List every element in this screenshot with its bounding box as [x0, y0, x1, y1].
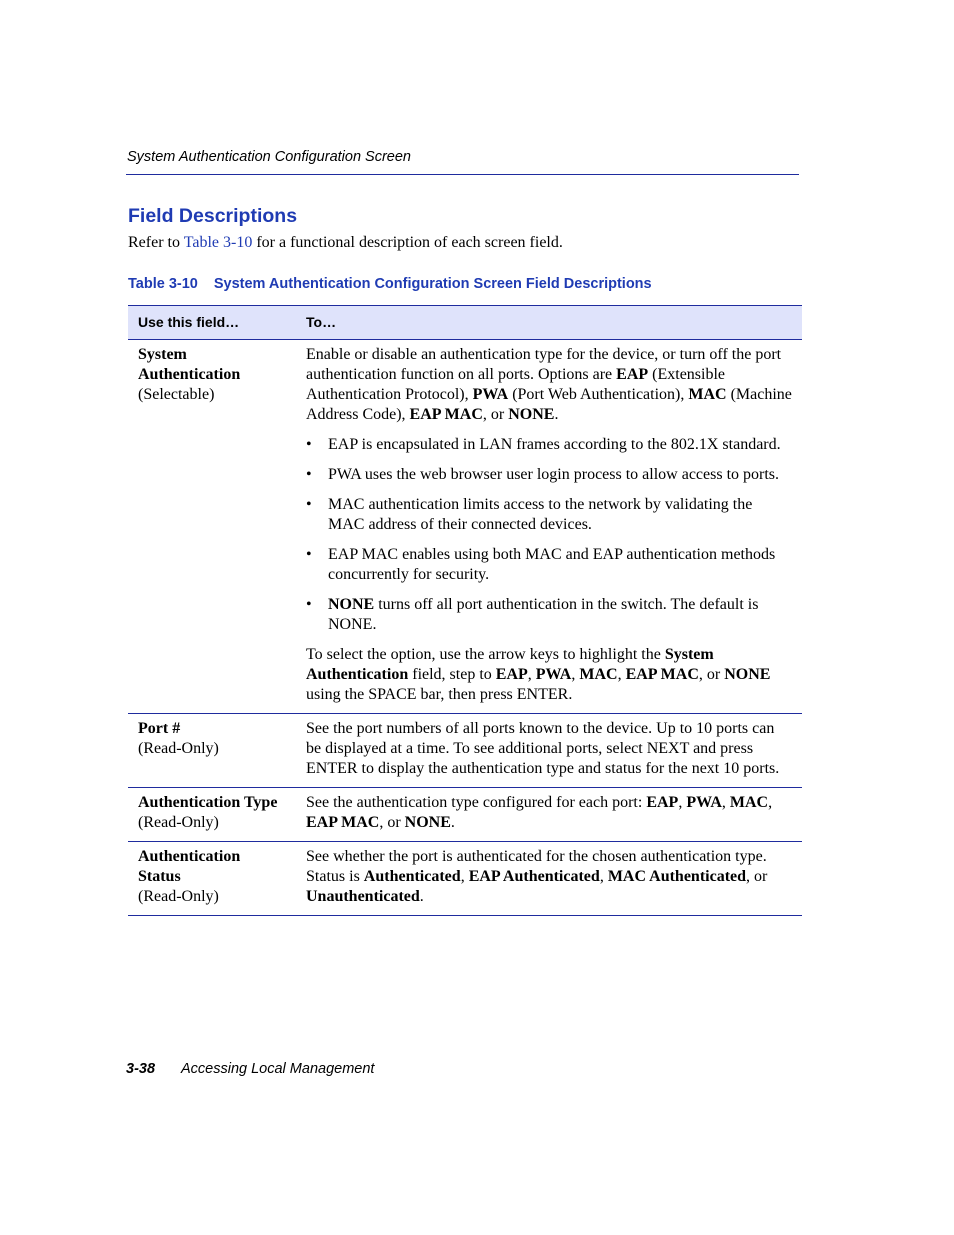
field-name-cell — [128, 842, 296, 916]
bold-term: Authenticated — [363, 868, 461, 885]
description-text — [306, 847, 792, 907]
bold-term: MAC — [729, 794, 769, 811]
footer-chapter-title: Accessing Local Management — [181, 1061, 375, 1077]
field-access: (Read-Only) — [138, 888, 219, 905]
bold-term: PWA — [472, 386, 509, 403]
bullet-text — [328, 596, 758, 633]
field-access: (Selectable) — [138, 386, 215, 403]
bold-term: Unauthenticated — [306, 888, 420, 905]
text-run: MAC authentication limits access to the network by validating the MAC address of their connected devices. — [328, 496, 753, 533]
description-cell — [296, 340, 802, 714]
field-name-cell — [128, 714, 296, 788]
text-run: , or — [698, 666, 725, 683]
text-run: EAP is encapsulated in LAN frames according to the 802.1X standard. — [328, 436, 781, 453]
text-run: See the port numbers of all ports known to the device. Up to 10 ports can be displayed at a time. To see additional ports, select NEXT and press ENTER to display the authentication type and status for the next 10 ports. — [306, 720, 780, 777]
bold-term: MAC Authenticated — [607, 868, 747, 885]
text-run: , or — [379, 814, 405, 831]
page-number: 3-38 — [126, 1061, 156, 1077]
text-run: (Extensible Authentication Protocol), — [306, 366, 726, 403]
bold-term: MAC — [579, 666, 618, 683]
bullet-text — [328, 466, 779, 483]
bullet-text — [328, 496, 752, 533]
field-name-cell — [128, 340, 296, 714]
bullet-item — [306, 435, 792, 455]
text-run: using the SPACE bar, then press ENTER. — [306, 686, 573, 703]
bullet-icon: • — [306, 496, 312, 513]
field-name-line: Authentication Type — [138, 794, 278, 811]
field-access: (Read-Only) — [138, 814, 219, 831]
table-caption-title: System Authentication Configuration Screen Field Descriptions — [213, 276, 652, 292]
bold-term: PWA — [686, 794, 722, 811]
bold-term: MAC — [688, 386, 727, 403]
description-cell — [296, 714, 802, 788]
text-run: PWA uses the web browser user login process to allow access to ports. — [328, 466, 780, 483]
bold-term: EAP — [646, 794, 679, 811]
instruction-text — [306, 645, 792, 705]
bold-term: NONE — [508, 406, 555, 423]
text-run: , — [617, 666, 626, 683]
description-text — [306, 719, 792, 779]
text-run: See the authentication type configured for each port: — [306, 794, 647, 811]
bold-term: EAP MAC — [306, 814, 380, 831]
bullet-icon: • — [306, 596, 312, 613]
text-run: . — [554, 406, 559, 423]
text-run: , — [460, 868, 469, 885]
text-run: , or — [482, 406, 509, 423]
bold-term: PWA — [535, 666, 572, 683]
field-name-line: Authentication — [138, 848, 241, 865]
field-name-line: Status — [138, 868, 181, 885]
bold-term: EAP MAC — [625, 666, 699, 683]
bullet-item — [306, 465, 792, 485]
text-run: , — [768, 794, 773, 811]
intro-paragraph — [128, 234, 563, 252]
text-run: , or — [746, 868, 768, 885]
text-run: , — [571, 666, 580, 683]
bold-term: NONE — [328, 596, 375, 613]
bold-term: EAP Authenticated — [468, 868, 600, 885]
running-header: System Authentication Configuration Screen — [127, 149, 411, 165]
option-bullet-list — [306, 435, 792, 635]
bold-term: NONE — [404, 814, 451, 831]
column-header-field: Use this field… — [128, 306, 296, 340]
table-row — [128, 340, 802, 714]
intro-text-after: for a functional description of each screen field. — [252, 234, 563, 251]
description-cell — [296, 788, 802, 842]
text-run: . — [450, 814, 455, 831]
text-run: turns off all port authentication in the switch. The default is NONE. — [328, 596, 759, 633]
bold-term: System Authentication — [306, 646, 714, 683]
header-rule — [126, 174, 799, 175]
bold-term: NONE — [724, 666, 771, 683]
bold-term: EAP — [495, 666, 528, 683]
text-run: , — [721, 794, 730, 811]
bullet-item — [306, 595, 792, 635]
text-run: , — [527, 666, 536, 683]
table-header-row — [128, 306, 802, 340]
bullet-icon: • — [306, 436, 312, 453]
description-cell — [296, 842, 802, 916]
bullet-item — [306, 545, 792, 585]
text-run: (Machine Address Code), — [306, 386, 792, 423]
table-row — [128, 714, 802, 788]
text-run: , — [678, 794, 687, 811]
bullet-icon: • — [306, 466, 312, 483]
text-run: , — [599, 868, 608, 885]
field-descriptions-table — [128, 305, 802, 916]
field-name-cell — [128, 788, 296, 842]
text-run: To select the option, use the arrow keys to highlight the — [306, 646, 665, 663]
bullet-icon: • — [306, 546, 312, 563]
column-header-description: To… — [296, 306, 802, 340]
description-text — [306, 345, 792, 425]
text-run: (Port Web Authentication), — [508, 386, 689, 403]
bullet-text — [328, 546, 775, 583]
text-run: Enable or disable an authentication type for the device, or turn off the port authentication function on all ports. Options are — [306, 346, 782, 383]
description-text — [306, 793, 792, 833]
text-run: See whether the port is authenticated for the chosen authentication type. Status is — [306, 848, 767, 885]
text-run: . — [419, 888, 424, 905]
field-access: (Read-Only) — [138, 740, 219, 757]
bold-term: EAP MAC — [409, 406, 483, 423]
text-run: EAP MAC enables using both MAC and EAP authentication methods concurrently for security. — [328, 546, 776, 583]
table-caption-number: Table 3-10 — [128, 276, 198, 292]
section-title: Field Descriptions — [128, 205, 298, 227]
bold-term: EAP — [616, 366, 649, 383]
field-name-line: Authentication — [138, 366, 241, 383]
text-run: field, step to — [408, 666, 496, 683]
intro-text-before: Refer to — [128, 234, 184, 251]
table-reference-link[interactable]: Table 3-10 — [183, 234, 253, 251]
table-row — [128, 788, 802, 842]
table-row — [128, 842, 802, 916]
field-name-line: System — [138, 346, 187, 363]
table-caption — [128, 276, 652, 292]
field-name-line: Port # — [138, 720, 181, 737]
bullet-item — [306, 495, 792, 535]
bullet-text — [328, 436, 781, 453]
